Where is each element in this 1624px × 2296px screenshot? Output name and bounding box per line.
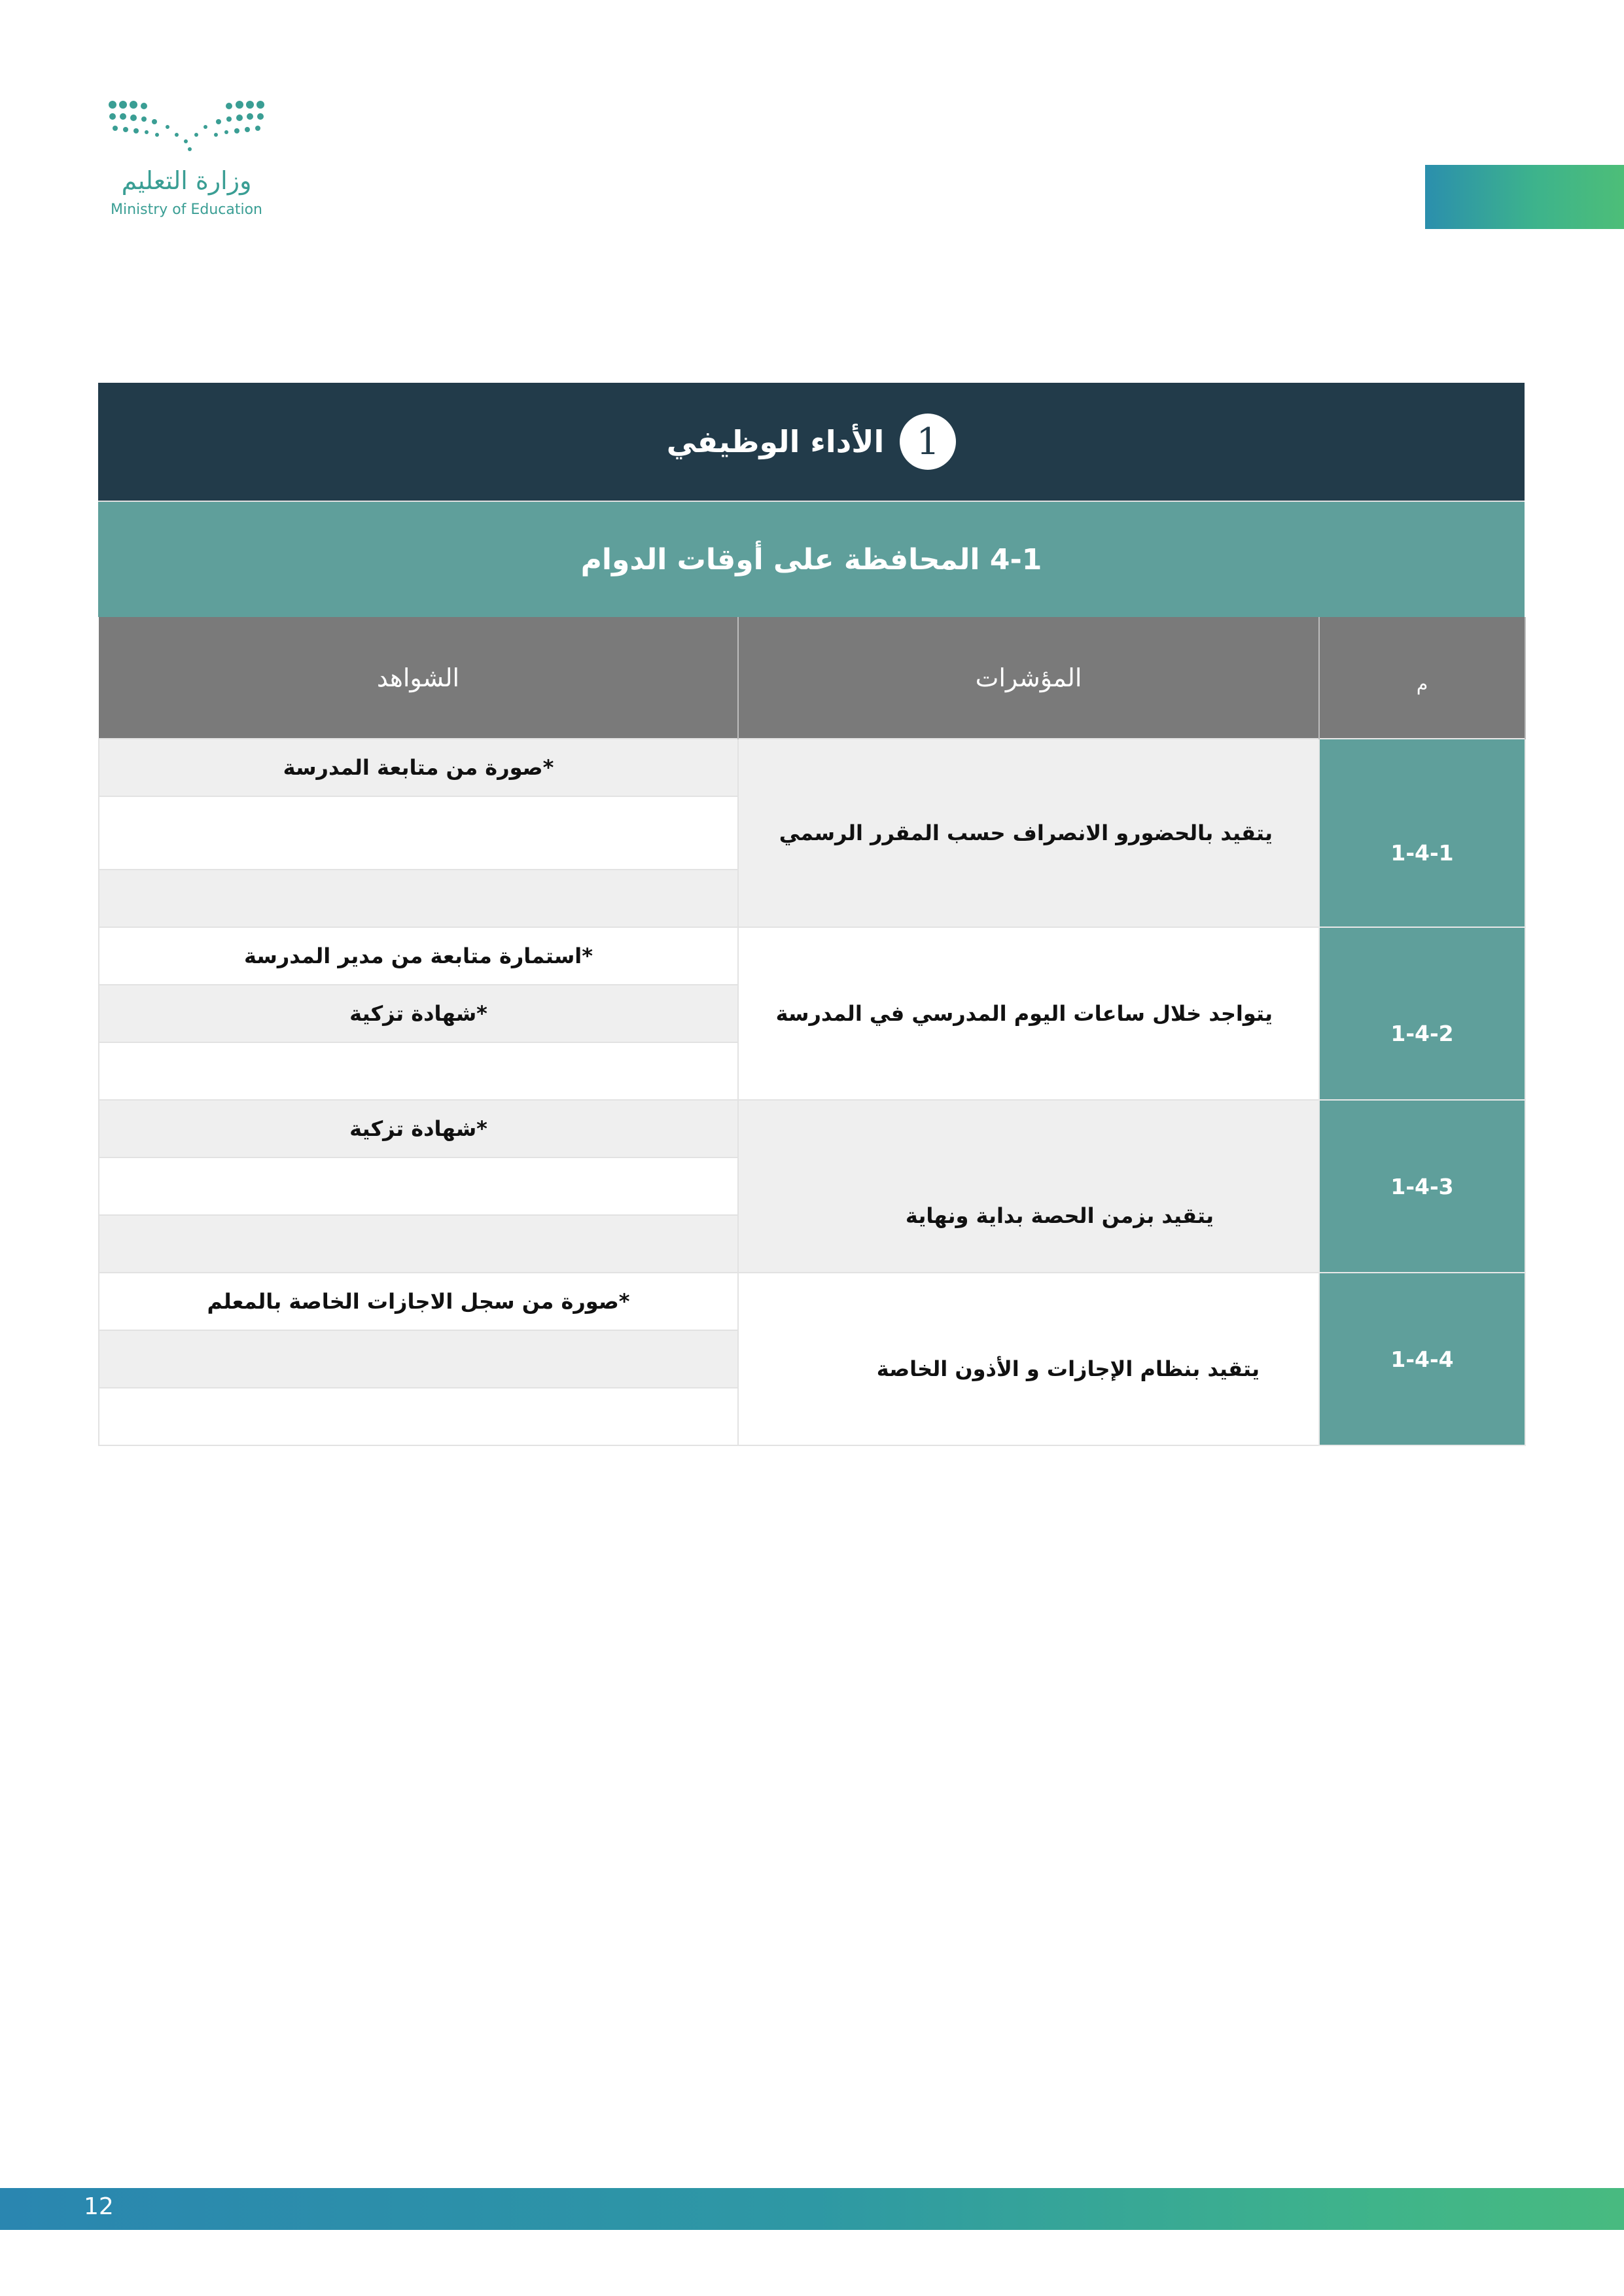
row-index: 1-4-3 bbox=[1319, 1100, 1525, 1273]
table-header-row bbox=[99, 617, 1525, 739]
evidence-cell bbox=[99, 1388, 738, 1445]
evidence-cell: *صورة من متابعة المدرسة bbox=[99, 739, 738, 796]
column-header-index: م bbox=[1319, 617, 1525, 739]
subsection-header bbox=[98, 501, 1525, 617]
evidence-cell: *شهادة تزكية bbox=[99, 1100, 738, 1157]
row-indicator: يتقيد بنظام الإجازات و الأذون الخاصة bbox=[738, 1273, 1319, 1445]
footer-bar bbox=[0, 2188, 1624, 2230]
subsection-title: 4-1 المحافظة على أوقات الدوام bbox=[580, 542, 1042, 576]
row-index: 1-4-2 bbox=[1319, 927, 1525, 1100]
row-index: 1-4-4 bbox=[1319, 1273, 1525, 1445]
row-indicator: يتواجد خلال ساعات اليوم المدرسي في المدرسة bbox=[738, 927, 1319, 1100]
table-row bbox=[99, 1273, 1525, 1330]
column-header-indicators: المؤشرات bbox=[738, 617, 1319, 739]
evidence-cell: *صورة من سجل الاجازات الخاصة بالمعلم bbox=[99, 1273, 738, 1330]
evaluation-table bbox=[98, 383, 1525, 1446]
logo-arabic-text: وزارة التعليم bbox=[121, 166, 252, 195]
row-index: 1-4-1 bbox=[1319, 739, 1525, 927]
page-number: 12 bbox=[84, 2193, 114, 2220]
evidence-cell bbox=[99, 1215, 738, 1273]
table-row bbox=[99, 739, 1525, 796]
section-header bbox=[98, 383, 1525, 501]
evidence-cell bbox=[99, 1157, 738, 1215]
row-indicator: يتقيد بزمن الحصة بداية ونهاية bbox=[738, 1100, 1319, 1273]
ministry-logo bbox=[105, 98, 275, 229]
section-number-badge: 1 bbox=[900, 414, 956, 470]
evidence-cell bbox=[99, 870, 738, 927]
evidence-cell bbox=[99, 1330, 738, 1388]
corner-accent-bar bbox=[1425, 165, 1624, 229]
logo-dots-icon bbox=[105, 98, 268, 157]
indicators-table bbox=[98, 617, 1526, 1446]
row-indicator: يتقيد بالحضورو الانصراف حسب المقرر الرسمي bbox=[738, 739, 1319, 927]
evidence-cell: *استمارة متابعة من مدير المدرسة bbox=[99, 927, 738, 985]
table-row bbox=[99, 1100, 1525, 1157]
evidence-cell bbox=[99, 1042, 738, 1100]
section-title: الأداء الوظيفي bbox=[666, 424, 885, 459]
column-header-evidence: الشواهد bbox=[99, 617, 738, 739]
logo-english-text: Ministry of Education bbox=[110, 202, 263, 218]
table-row bbox=[99, 927, 1525, 985]
evidence-cell: *شهادة تزكية bbox=[99, 985, 738, 1042]
evidence-cell bbox=[99, 796, 738, 870]
